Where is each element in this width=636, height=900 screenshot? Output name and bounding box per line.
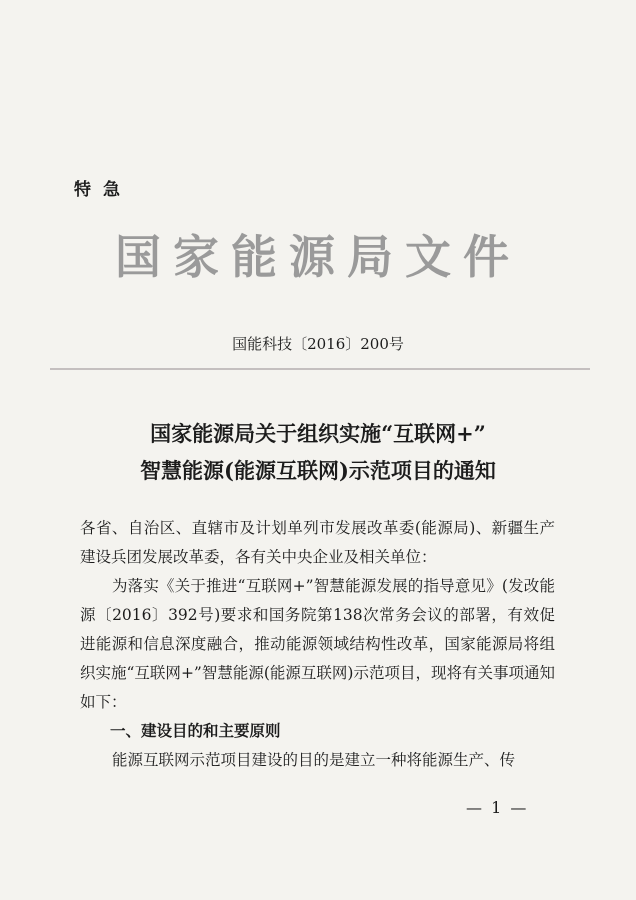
issuing-org-title: 国家能源局文件 xyxy=(115,230,521,284)
document-number: 国能科技〔2016〕200号 xyxy=(232,335,404,353)
notice-title-line-2: 智慧能源(能源互联网)示范项目的通知 xyxy=(140,458,496,483)
intro-paragraph: 为落实《关于推进“互联网+”智慧能源发展的指导意见》(发改能源〔2016〕392号)要求和国务院第138次常务会议的部署，有效促进能源和信息深度融合，推动能源领域结构性改革，国家能源局将组织实施“互联网+”智慧能源(能源互联网)示范项目，现将有关事项通知如下： xyxy=(80,577,555,711)
section-paragraph: 能源互联网示范项目建设的目的是建立一种将能源生产、传 xyxy=(112,751,516,769)
header-divider xyxy=(50,368,590,370)
urgency-label: 特急 xyxy=(74,180,132,200)
addressees-paragraph: 各省、自治区、直辖市及计划单列市发展改革委(能源局)、新疆生产建设兵团发展改革委，各有关中央企业及相关单位： xyxy=(80,519,555,566)
notice-body xyxy=(80,514,555,775)
page-number: — 1 — xyxy=(466,798,529,817)
section-heading: 一、建设目的和主要原则 xyxy=(110,722,281,740)
notice-title-line-1: 国家能源局关于组织实施“互联网+” xyxy=(150,421,486,446)
